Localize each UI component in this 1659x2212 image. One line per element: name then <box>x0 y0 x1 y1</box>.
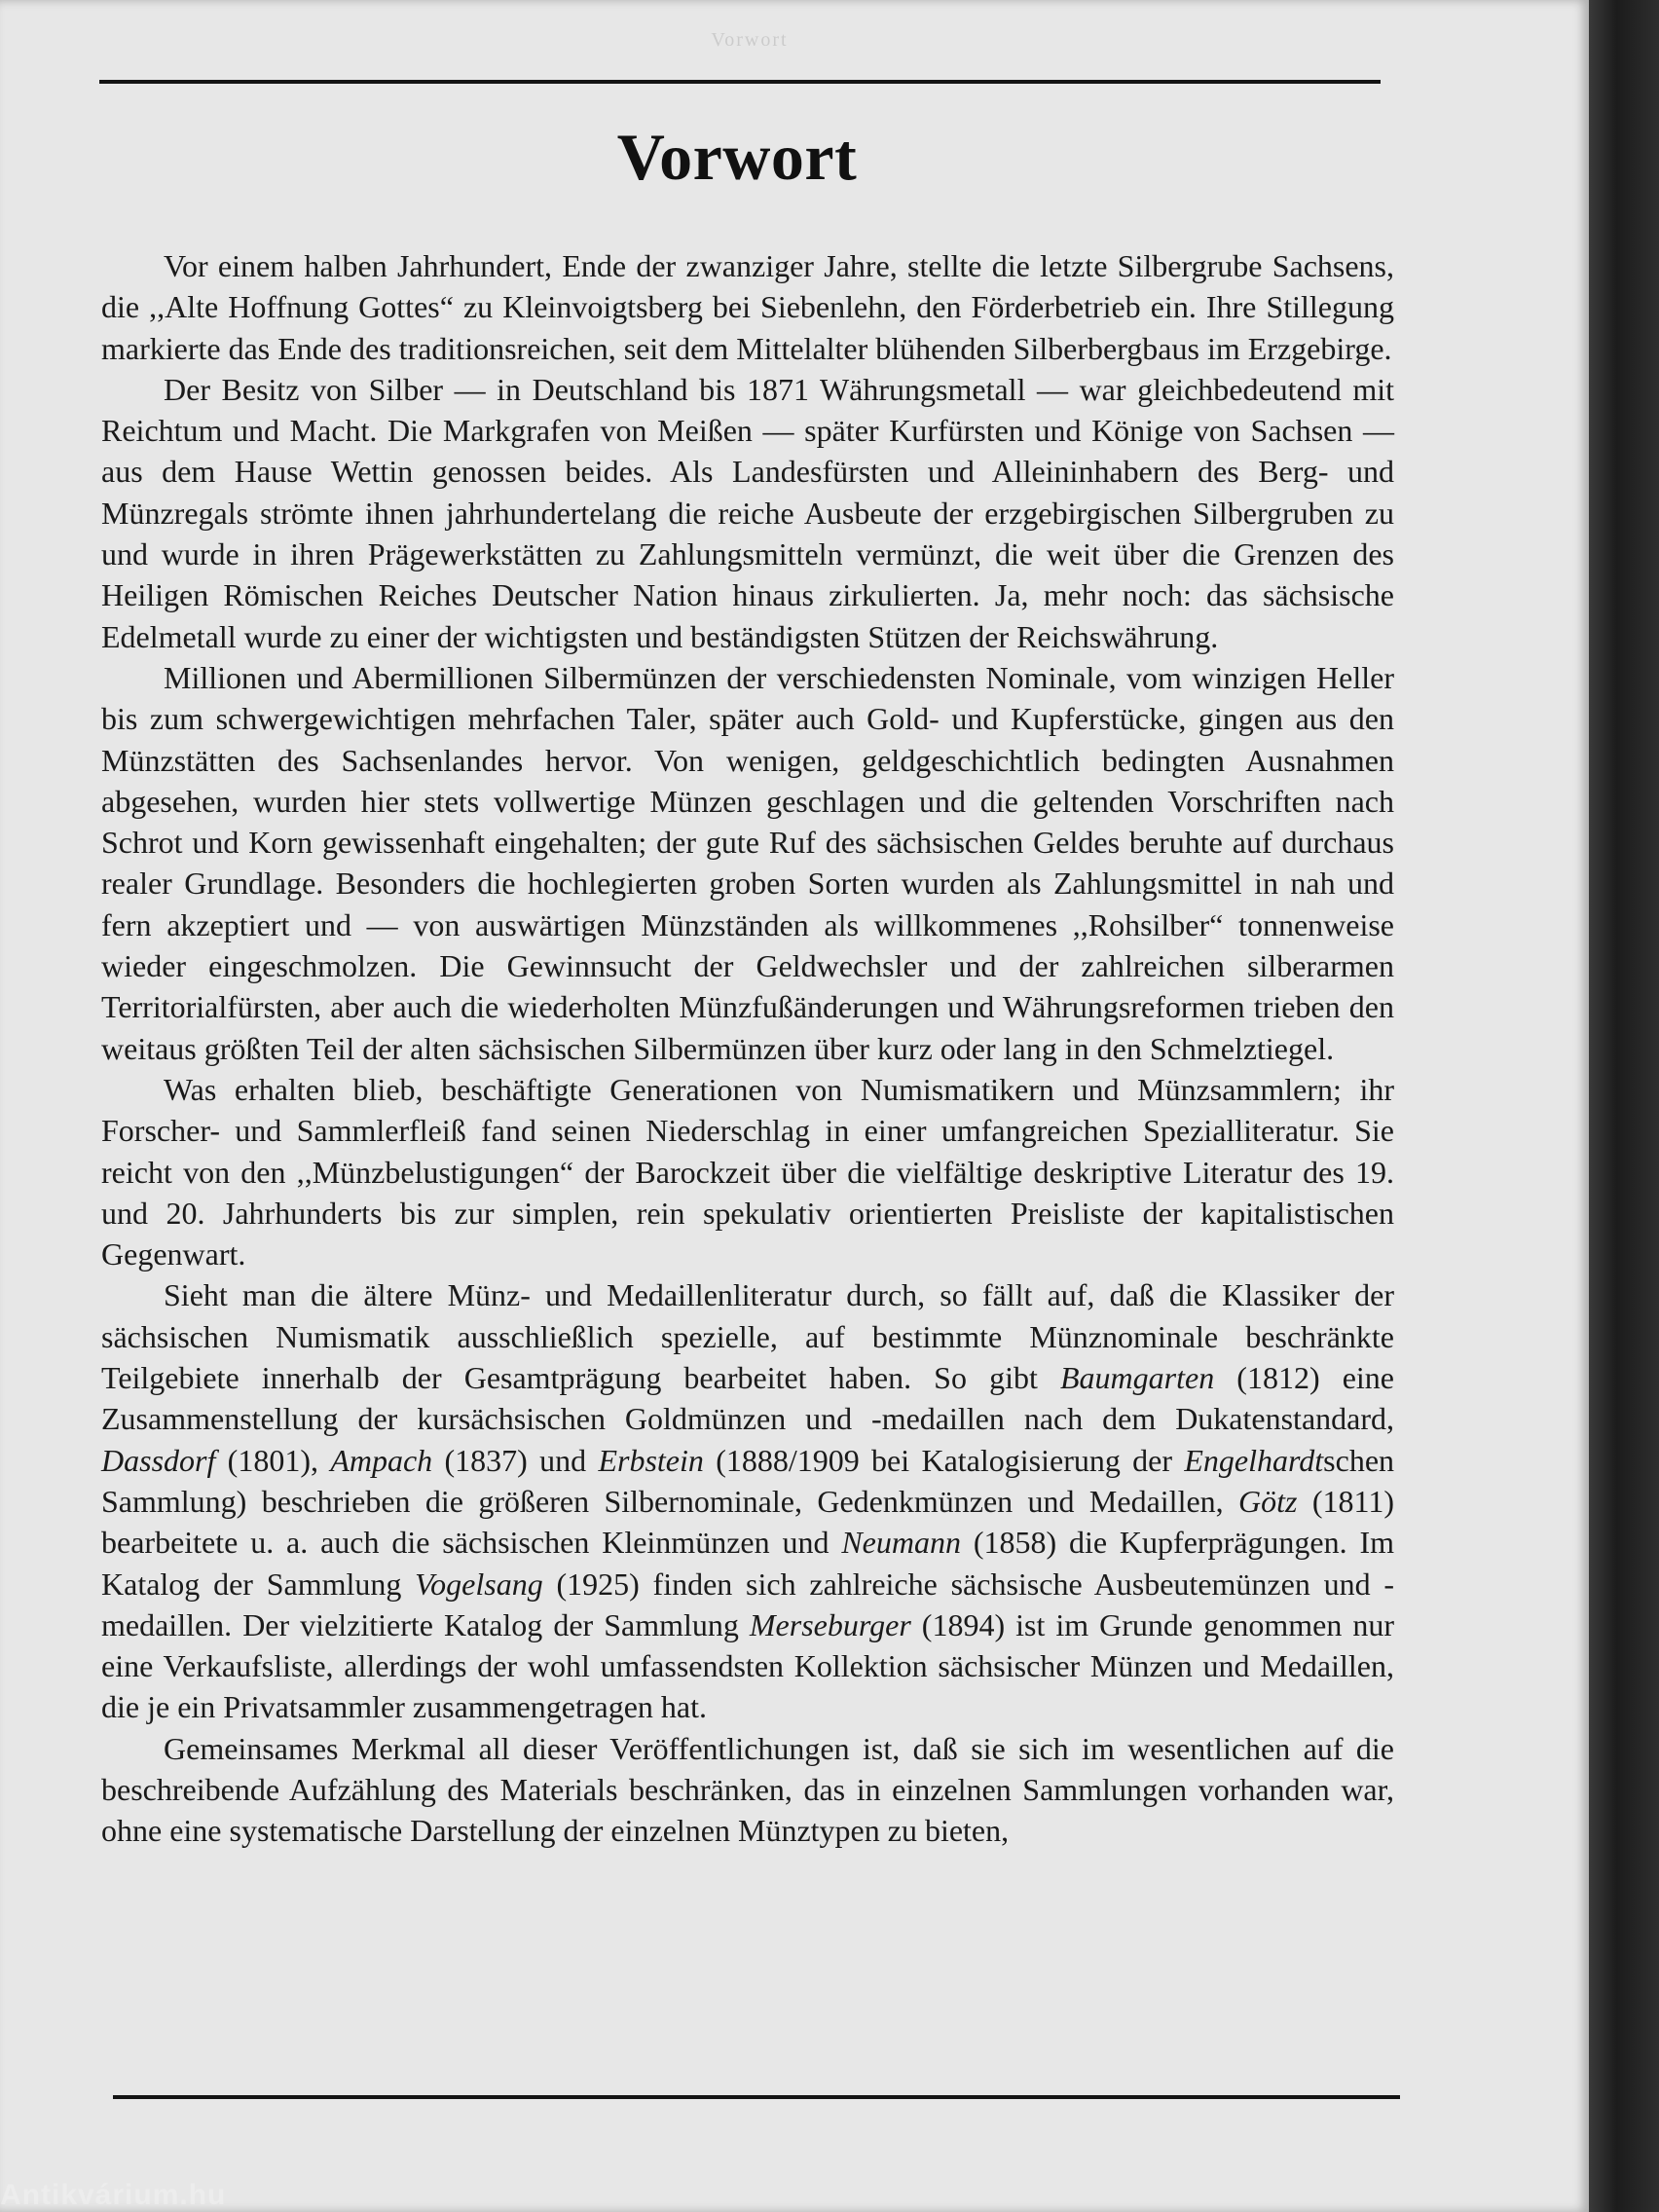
text-run: (1812) eine Zusammenstellung der kursächsischen Goldmünzen und -medaillen nach dem Dukatenstandard, <box>101 1360 1395 1437</box>
paragraph <box>101 657 1394 1069</box>
paragraph <box>101 1069 1394 1274</box>
paragraph <box>101 245 1394 369</box>
top-rule <box>99 80 1381 84</box>
text-run: Gemeinsames Merkmal all dieser Veröffentlichungen ist, daß sie sich im wesentlichen auf die beschreibende Aufzählung des Materials beschränken, das in einzelnen Sammlungen vorhanden war, ohne eine systematische Darstellung der einzelnen Münztypen zu bieten, <box>101 1730 1394 1849</box>
author-name: Erbstein <box>598 1442 704 1478</box>
page-title: Vorwort <box>616 120 858 194</box>
author-name: Ampach <box>330 1442 433 1478</box>
text-run: Millionen und Abermillionen Silbermünzen der verschiedensten Nominale, vom winzigen Heller bis zum schwergewichtigen mehrfachen Taler, später auch Gold- und Kupferstücke, gingen aus den Münzstätten des Sachsenlandes hervor. Von wenigen, geldgeschichtlich bedingten Ausnahmen abgesehen, wurden hier stets vollwertige Münzen geschlagen und die geltenden Vorschriften nach Schrot und Korn gewissenhaft eingehalten; der gute Ruf des sächsischen Geldes beruhte auf durchaus realer Grundlage. Besonders die hochlegierten groben Sorten wurden als Zahlungsmittel in nah und fern akzeptiert und — von auswärtigen Münzständen als willkommenes ,,Rohsilber“ tonnenweise wieder eingeschmolzen. Die Gewinnsucht der Geldwechsler und der zahlreichen silberarmen Territorialfürsten, aber auch die wiederholten Münzfußänderungen und Währungsreformen trieben den weitaus größten Teil der alten sächsischen Silbermünzen über kurz oder lang in den Schmelztiegel. <box>101 659 1394 1066</box>
author-name: Neumann <box>841 1525 961 1561</box>
running-head: Vorwort <box>711 29 789 51</box>
text-run: (1837) und <box>432 1442 599 1478</box>
text-run: (1811) bearbeitete u. a. auch die sächsischen Kleinmünzen und <box>101 1483 1395 1561</box>
author-name: Götz <box>1238 1483 1298 1519</box>
text-run: (1894) ist im Grunde genommen nur eine Verkaufsliste, allerdings der wohl umfassendsten Kollektion sächsischer Münzen und Medaillen, die je ein Privatsammler zusammengetragen hat. <box>101 1606 1394 1725</box>
text-run: (1888/1909 bei Katalogisierung der <box>703 1442 1185 1478</box>
text-run: (1925) finden sich zahlreiche sächsische Ausbeutemünzen und -medaillen. Der vielzitierte Katalog der Sammlung <box>101 1566 1395 1642</box>
author-name: Engelhardt <box>1184 1442 1324 1478</box>
paragraph <box>101 1728 1394 1852</box>
text-run: schen Sammlung) beschrieben die größeren Silbernominale, Gedenkmünzen und Medaillen, <box>101 1442 1395 1519</box>
text-run: Was erhalten blieb, beschäftigte Generationen von Numismatikern und Münzsammlern; ihr Forscher- und Sammlerfleiß fand seinen Niederschlag in einer umfangreichen Spezialliteratur. Sie reicht von den ,,Münzbelustigungen“ der Barockzeit über die vielfältige deskriptive Literatur des 19. und 20. Jahrhunderts bis zur simplen, rein spekulativ orientierten Preisliste der kapitalistischen Gegenwart. <box>101 1071 1394 1272</box>
text-run: Sieht man die ältere Münz- und Medaillenliteratur durch, so fällt auf, daß die Klassiker der sächsischen Numismatik ausschließlich spezielle, auf bestimmte Münznominale beschränkte Teilgebiete innerhalb der Gesamtprägung bearbeitet haben. So gibt <box>101 1277 1394 1396</box>
text-run: (1801), <box>215 1442 331 1478</box>
watermark: Antikvárium.hu <box>0 2179 227 2211</box>
author-name: Vogelsang <box>415 1566 543 1602</box>
author-name: Merseburger <box>749 1606 911 1642</box>
author-name: Baumgarten <box>1059 1360 1215 1396</box>
paragraph <box>101 1274 1394 1727</box>
page-edge-shadow <box>1589 0 1659 2212</box>
text-run: Vor einem halben Jahrhundert, Ende der zwanziger Jahre, stellte die letzte Silbergrube Sachsens, die ,,Alte Hoffnung Gottes“ zu Kleinvoigtsberg bei Siebenlehn, den Förderbetrieb ein. Ihre Stillegung markierte das Ende des traditionsreichen, seit dem Mittelalter blühenden Silberbergbaus im Erzgebirge. <box>101 248 1394 366</box>
text-run: (1858) die Kupferprägungen. Im Katalog der Sammlung <box>101 1525 1395 1602</box>
bottom-rule <box>113 2095 1400 2099</box>
body-text <box>101 245 1394 1852</box>
paragraph <box>101 369 1394 657</box>
author-name: Dassdorf <box>101 1442 216 1478</box>
text-run: Der Besitz von Silber — in Deutschland bis 1871 Währungsmetall — war gleichbedeutend mit Reichtum und Macht. Die Markgrafen von Meißen — später Kurfürsten und Könige von Sachsen — aus dem Hause Wettin genossen beides. Als Landesfürsten und Alleininhabern des Berg- und Münzregals strömte ihnen jahrhundertelang die reiche Ausbeute der erzgebirgischen Silbergruben zu und wurde in ihren Prägewerkstätten zu Zahlungsmitteln vermünzt, die weit über die Grenzen des Heiligen Römischen Reiches Deutscher Nation hinaus zirkulierten. Ja, mehr noch: das sächsische Edelmetall wurde zu einer der wichtigsten und beständigsten Stützen der Reichswährung. <box>101 371 1394 654</box>
